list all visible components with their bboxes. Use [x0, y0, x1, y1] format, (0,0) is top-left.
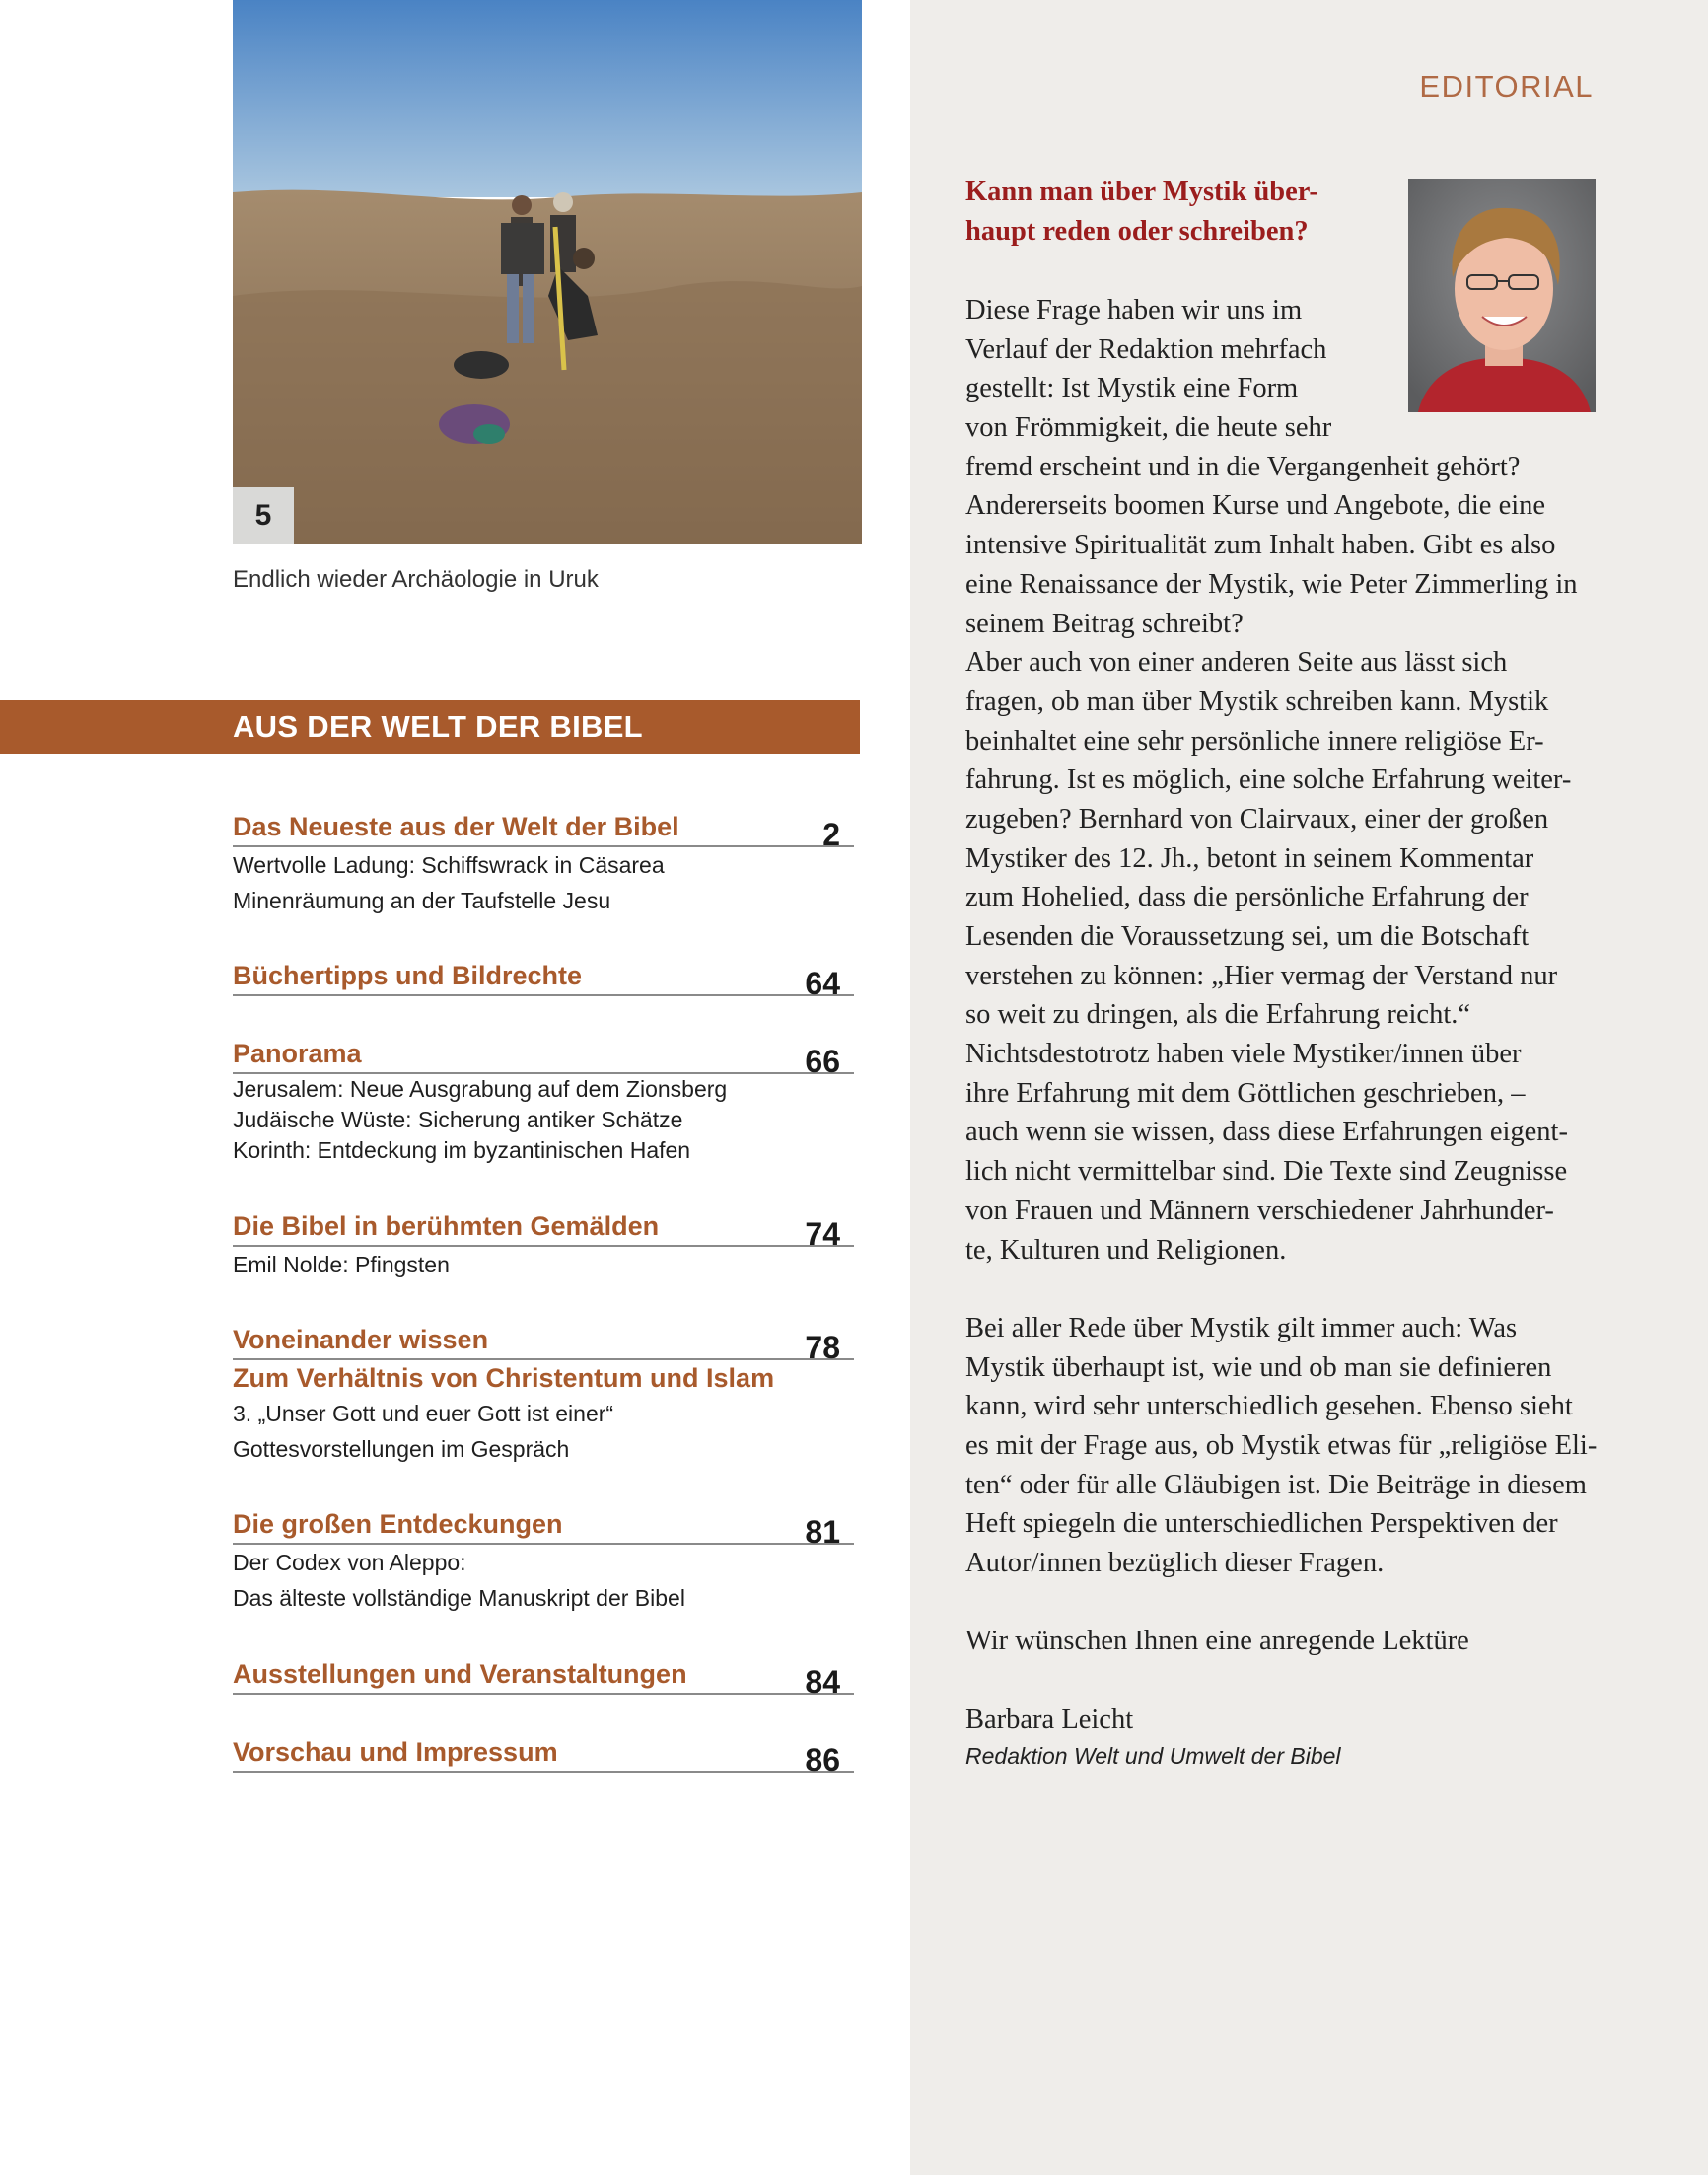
body-line: te, Kulturen und Religionen.: [965, 1234, 1287, 1266]
toc-rule: [233, 1771, 854, 1773]
body-line: es mit der Frage aus, ob Mystik etwas für „religiöse Eli-: [965, 1429, 1598, 1461]
toc-page-number: 84: [805, 1664, 840, 1700]
body-line: lich nicht vermittelbar sind. Die Texte sind Zeugnisse: [965, 1156, 1568, 1188]
toc-entry[interactable]: [233, 1208, 854, 1282]
toc-page-number: 64: [805, 966, 840, 1001]
toc-page-number: 81: [805, 1514, 840, 1550]
toc-title[interactable]: Die großen Entdeckungen: [233, 1509, 563, 1539]
body-line: gestellt: Ist Mystik eine Form: [965, 373, 1299, 404]
body-line: Andererseits boomen Kurse und Angebote, die eine: [965, 490, 1546, 522]
body-line: kann, wird sehr unterschiedlich gesehen. Ebenso sieht: [965, 1391, 1573, 1422]
body-line: Mystiker des 12. Jh., betont in seinem Kommentar: [965, 842, 1534, 874]
closing-line: Wir wünschen Ihnen eine anregende Lektüre: [965, 1626, 1469, 1657]
body-line: Autor/innen bezüglich dieser Fragen.: [965, 1548, 1385, 1578]
body-line: intensive Spiritualität zum Inhalt haben. Gibt es also: [965, 530, 1556, 561]
toc-page-number: 74: [805, 1216, 840, 1252]
body-line: ten“ oder für alle Gläubigen ist. Die Beiträge in diesem: [965, 1469, 1587, 1500]
photo-caption: Endlich wieder Archäologie in Uruk: [233, 566, 599, 593]
toc-page-number: 66: [805, 1044, 840, 1079]
toc-page-number: 78: [805, 1330, 840, 1365]
toc-subtitle: Minenräumung an der Taufstelle Jesu: [233, 888, 611, 913]
section-label: EDITORIAL: [1419, 69, 1594, 104]
body-line: zugeben? Bernhard von Clairvaux, einer der großen: [965, 803, 1549, 834]
body-line: zum Hohelied, dass die persönliche Erfahrung der: [965, 882, 1529, 913]
body-line: fremd erscheint und in die Vergangenheit gehört?: [965, 451, 1521, 482]
body-line: Heft spiegeln die unterschiedlichen Perspektiven der: [965, 1508, 1558, 1540]
section-header-bar: [0, 700, 860, 754]
paragraph-gap: [965, 1583, 1597, 1623]
toc-subtitle: Der Codex von Aleppo:: [233, 1550, 466, 1575]
toc-page-number: 86: [805, 1742, 840, 1777]
toc-rule: [233, 994, 854, 996]
toc-title[interactable]: Die Bibel in berühmten Gemälden: [233, 1211, 660, 1241]
body-line: auch wenn sie wissen, dass diese Erfahrungen eigent-: [965, 1117, 1568, 1148]
body-line: von Frömmigkeit, die heute sehr: [965, 412, 1332, 444]
editorial-question: [965, 173, 1380, 252]
toc-title[interactable]: Das Neueste aus der Welt der Bibel: [233, 812, 679, 841]
toc-title[interactable]: Voneinander wissen: [233, 1325, 489, 1354]
toc-entry[interactable]: [233, 1506, 854, 1616]
body-line: fragen, ob man über Mystik schreiben kann. Mystik: [965, 686, 1549, 717]
body-line: verstehen zu können: „Hier vermag der Verstand nur: [965, 960, 1558, 991]
toc-rule: [233, 1693, 854, 1695]
toc-entry[interactable]: [233, 1734, 854, 1777]
body-line: Verlauf der Redaktion mehrfach: [965, 333, 1327, 365]
body-line: Nichtsdestotrotz haben viele Mystiker/innen über: [965, 1039, 1522, 1070]
toc-subtitle: Korinth: Entdeckung im byzantinischen Hafen: [233, 1137, 691, 1163]
toc-entry[interactable]: [233, 809, 854, 918]
body-line: Diese Frage haben wir uns im: [965, 295, 1303, 326]
uruk-photo: [233, 0, 862, 544]
body-line: Lesenden die Voraussetzung sei, um die Botschaft: [965, 921, 1530, 952]
toc-subtitle: Emil Nolde: Pfingsten: [233, 1252, 450, 1277]
body-line: seinem Beitrag schreibt?: [965, 608, 1244, 639]
section-title: AUS DER WELT DER BIBEL: [233, 709, 643, 744]
toc-title[interactable]: Panorama: [233, 1039, 362, 1068]
toc-subtitle: Jerusalem: Neue Ausgrabung auf dem Zionsberg: [233, 1076, 728, 1102]
toc-title[interactable]: Büchertipps und Bildrechte: [233, 961, 583, 990]
toc-entry[interactable]: [233, 1036, 854, 1166]
toc-title[interactable]: Vorschau und Impressum: [233, 1737, 558, 1767]
toc-page-number: 2: [822, 817, 840, 852]
author-role: Redaktion Welt und Umwelt der Bibel: [965, 1743, 1341, 1770]
body-line: Mystik überhaupt ist, wie und ob man sie definieren: [965, 1351, 1552, 1383]
toc-entry[interactable]: [233, 1322, 854, 1467]
body-line: beinhaltet eine sehr persönliche innere religiöse Er-: [965, 725, 1544, 757]
toc-subtitle: Gottesvorstellungen im Gespräch: [233, 1436, 570, 1462]
editorial-question-line: haupt reden oder schreiben?: [965, 216, 1309, 247]
editorial-body: [965, 291, 1597, 1773]
toc-subtitle: Judäische Wüste: Sicherung antiker Schätze: [233, 1107, 683, 1132]
author-name: Barbara Leicht: [965, 1704, 1134, 1735]
body-line: von Frauen und Männern verschiedener Jahrhunder-: [965, 1195, 1554, 1226]
body-line: ihre Erfahrung mit dem Göttlichen geschrieben, –: [965, 1077, 1526, 1109]
paragraph-gap: [965, 1661, 1597, 1701]
editorial-question-line: Kann man über Mystik über-: [965, 177, 1318, 207]
body-line: Aber auch von einer anderen Seite aus lässt sich: [965, 647, 1508, 679]
toc-title[interactable]: Ausstellungen und Veranstaltungen: [233, 1659, 687, 1689]
body-line: eine Renaissance der Mystik, wie Peter Zimmerling in: [965, 568, 1578, 600]
paragraph-gap: [965, 1269, 1597, 1309]
toc-subtitle: Das älteste vollständige Manuskript der Bibel: [233, 1585, 685, 1611]
toc-subtitle: 3. „Unser Gott und euer Gott ist einer“: [233, 1401, 614, 1426]
body-line: Bei aller Rede über Mystik gilt immer auch: Was: [965, 1312, 1518, 1343]
toc-title-second-line[interactable]: Zum Verhältnis von Christentum und Islam: [233, 1363, 775, 1393]
body-line: so weit zu dringen, als die Erfahrung reicht.“: [965, 999, 1471, 1031]
toc-subtitle: Wertvolle Ladung: Schiffswrack in Cäsarea: [233, 852, 665, 878]
toc-entry[interactable]: [233, 1656, 854, 1700]
toc-entry[interactable]: [233, 958, 854, 1001]
page-number-badge: 5: [233, 487, 294, 544]
body-line: fahrung. Ist es möglich, eine solche Erfahrung weiter-: [965, 764, 1572, 796]
